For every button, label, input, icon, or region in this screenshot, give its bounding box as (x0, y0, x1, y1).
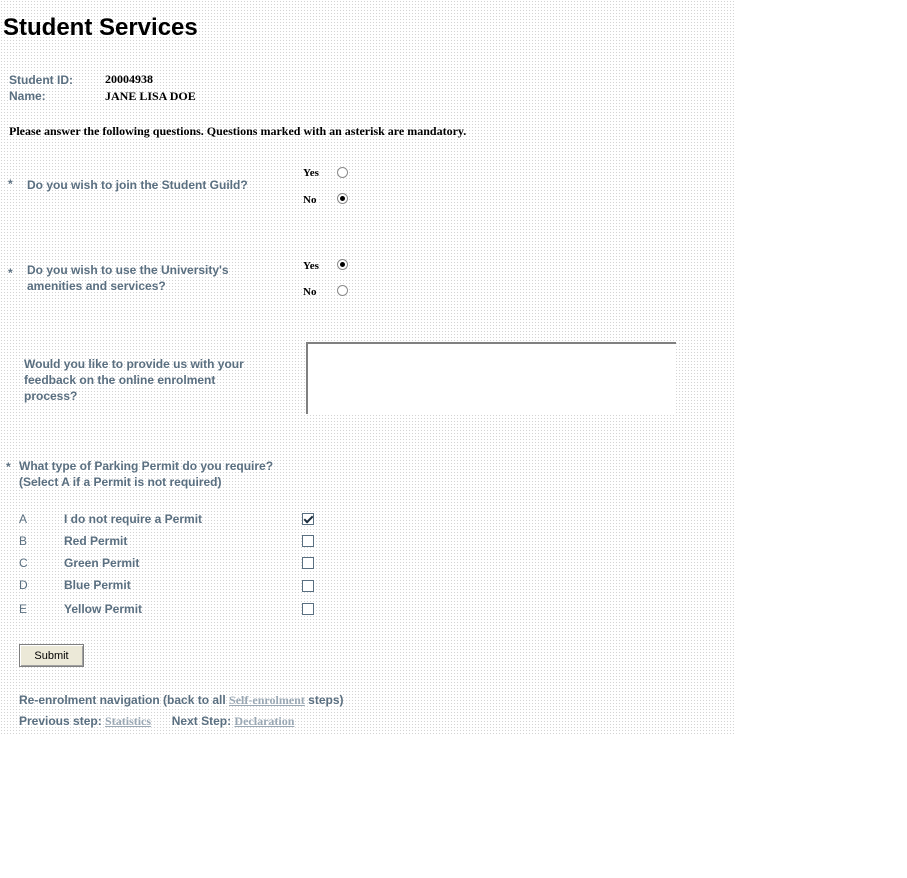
step-navigation (19, 714, 294, 729)
permit-option-label: Red Permit (64, 534, 128, 548)
feedback-question-line3: process? (24, 389, 78, 403)
self-enrolment-link[interactable]: Self-enrolment (229, 693, 305, 707)
student-name-value: JANE LISA DOE (105, 89, 196, 103)
permit-option-label: Yellow Permit (64, 602, 143, 616)
navigation-prefix: Re-enrolment navigation (back to all (19, 693, 226, 707)
amenities-yes-radio[interactable] (337, 259, 348, 270)
permit-checkbox-a[interactable] (302, 513, 314, 525)
guild-yes-label: Yes (303, 167, 319, 179)
permit-option-label: I do not require a Permit (64, 512, 203, 526)
student-id-value: 20004938 (105, 72, 153, 86)
navigation-suffix: steps) (308, 693, 344, 707)
permit-letter: B (19, 534, 28, 548)
previous-step-label: Previous step: (19, 714, 102, 728)
student-name-label: Name: (9, 89, 46, 103)
parking-question-line2: (Select A if a Permit is not required) (19, 475, 222, 489)
next-step-link[interactable]: Declaration (234, 714, 295, 728)
amenities-yes-label: Yes (303, 260, 319, 272)
previous-step-link[interactable]: Statistics (105, 714, 152, 728)
next-step-label: Next Step: (171, 714, 232, 728)
instructions-text: Please answer the following questions. Questions marked with an asterisk are mandatory. (9, 124, 467, 138)
guild-no-radio[interactable] (337, 193, 348, 204)
feedback-textarea[interactable] (306, 342, 676, 414)
permit-checkbox-b[interactable] (302, 535, 314, 547)
parking-question-line1: What type of Parking Permit do you require? (19, 459, 274, 473)
permit-checkbox-c[interactable] (302, 557, 314, 569)
submit-button[interactable]: Submit (19, 644, 84, 667)
guild-no-label: No (303, 194, 317, 206)
permit-letter: A (19, 512, 28, 526)
feedback-question-line2: feedback on the online enrolment (24, 373, 216, 387)
permit-letter: C (19, 556, 28, 570)
feedback-question-line1: Would you like to provide us with your (24, 357, 244, 371)
amenities-question-line1: Do you wish to use the University's (27, 263, 229, 277)
amenities-no-label: No (303, 286, 317, 298)
permit-letter: D (19, 578, 28, 592)
amenities-asterisk: * (8, 266, 13, 280)
permit-checkbox-e[interactable] (302, 603, 314, 615)
amenities-no-radio[interactable] (337, 285, 348, 296)
guild-question: Do you wish to join the Student Guild? (27, 178, 248, 192)
permit-checkbox-d[interactable] (302, 580, 314, 592)
amenities-question-line2: amenities and services? (27, 279, 166, 293)
permit-option-label: Green Permit (64, 556, 140, 570)
guild-asterisk: * (8, 177, 13, 191)
parking-asterisk: * (6, 460, 11, 474)
guild-yes-radio[interactable] (337, 167, 348, 178)
navigation-line (19, 693, 344, 708)
permit-letter: E (19, 602, 28, 616)
permit-option-label: Blue Permit (64, 578, 131, 592)
student-id-label: Student ID: (9, 73, 73, 87)
page-title: Student Services (3, 14, 198, 41)
